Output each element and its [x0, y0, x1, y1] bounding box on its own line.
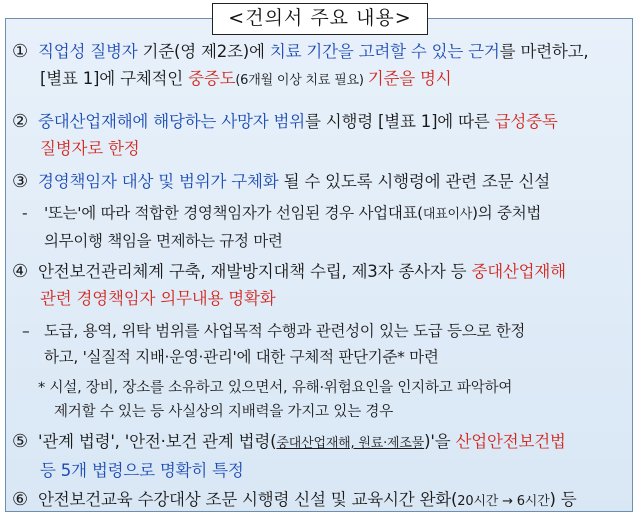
item-text: 중증도: [188, 69, 236, 88]
asterisk-bullet: *: [38, 380, 46, 396]
item-text: )'을: [424, 432, 456, 451]
dash-bullet: –: [22, 322, 30, 340]
item-6: [12, 486, 628, 515]
item-text: 안전보건교육 수강대상 조문 시행령 신설 및 교육시간 완화(: [38, 490, 458, 509]
item-3: [12, 168, 628, 195]
dash-bullet: -: [22, 204, 28, 222]
item-text: 관련 경영책임자 의무내용 명확화: [40, 289, 276, 308]
item-number: ①: [12, 41, 28, 62]
item-text: 의무이행 책임을 면제하는 규정 마련: [44, 232, 283, 250]
item-text: 안전보건관리체계 구축, 재발방지대책 수립, 제3자 종사자 등: [38, 262, 472, 281]
item-text: [별표 1]에 구체적인: [40, 69, 189, 88]
item-number: ⑥: [12, 489, 28, 510]
item-text: 중대산업재해, 원료·제조물: [276, 436, 425, 451]
item-text: 대표이사: [422, 207, 472, 222]
item-text: '또는'에 따라 적합한 경영책임자가 선임된 경우 사업대표(: [44, 204, 423, 222]
item-text: 질병자로 한정: [40, 139, 140, 158]
item-text: )의 중처법: [471, 204, 542, 222]
item-text: 기준을 명시: [367, 69, 452, 88]
item-1: [12, 38, 628, 94]
item-text: (6개월 이상 치료 필요): [235, 73, 368, 88]
item-text: 하고, '실질적 지배·운영·관리'에 대한 구체적 판단기준* 마련: [44, 348, 439, 366]
item-text: 제거할 수 있는 등 사실상의 지배력을 가지고 있는 경우: [54, 404, 394, 420]
item-text: 중대산업재해: [471, 262, 566, 281]
item-text: 급성중독: [494, 112, 558, 131]
item-number: ③: [12, 171, 28, 192]
item-text: 시설, 장비, 장소를 소유하고 있으면서, 유해·위험요인을 인지하고 파악하여: [49, 380, 513, 396]
item-text: '관계 법령', '안전·보건 관계 법령(: [38, 432, 277, 451]
item-text: ) 등: [549, 490, 577, 509]
item-5: [12, 428, 628, 484]
item-2: [12, 108, 628, 162]
item-text: 중대산업재해에 해당하는 사망자 범위: [38, 112, 305, 131]
item-4-note: [38, 376, 628, 424]
item-text: 20시간 → 6시간: [457, 494, 550, 509]
item-text: 될 수 있도록 시행령에 관련 조문 신설: [278, 172, 550, 191]
item-text: 도급, 용역, 위탁 범위를 사업목적 수행과 관련성이 있는 도급 등으로 한정: [44, 322, 526, 340]
item-text: 를 마련하고,: [499, 42, 589, 61]
item-text: 경영책임자 대상 및 범위가 구체화: [38, 172, 279, 191]
item-text: 산업안전보건법: [455, 432, 566, 451]
item-number: ②: [12, 111, 28, 132]
item-text: 를 시행령 [별표 1]에 따른: [304, 112, 495, 131]
item-number: ④: [12, 261, 28, 282]
item-text: 등 5개 법령으로 명확히 특정: [40, 461, 244, 480]
item-text: 치료 기간을 고려할 수 있는 근거: [269, 42, 500, 61]
item-4-detail: [22, 318, 628, 370]
item-text: 기준(영 제2조)에: [137, 42, 270, 61]
page-title: <건의서 주요 내용>: [212, 3, 428, 35]
item-4: [12, 258, 628, 312]
item-text: 직업성 질병자: [38, 42, 138, 61]
item-3-detail: [22, 200, 628, 254]
item-number: ⑤: [12, 431, 28, 452]
